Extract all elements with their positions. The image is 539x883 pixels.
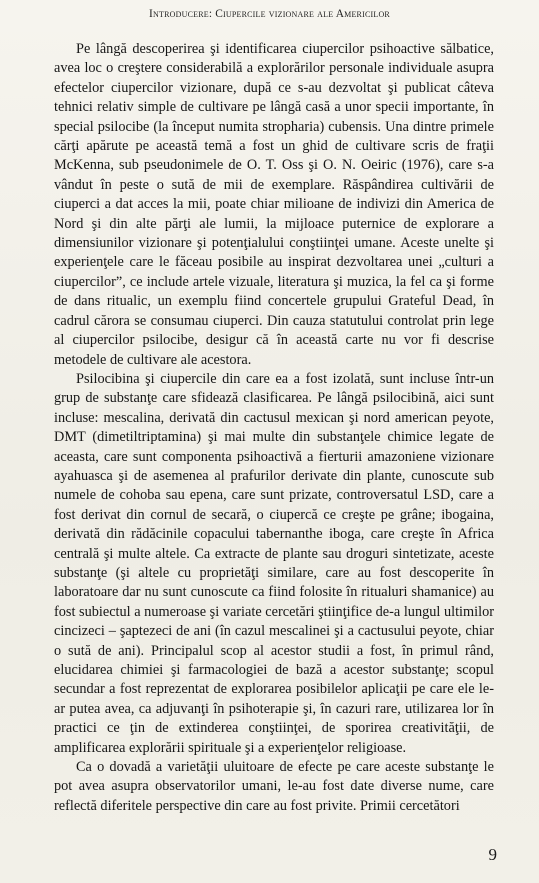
- body-text: [54, 40, 494, 816]
- paragraph-2: Psilocibina şi ciupercile din care ea a fost izolată, sunt incluse într-un grup de substanţe care sfidează clasificarea. Pe lângă psilocibină, aici sunt incluse: mescalina, derivată din cactusul mexican şi nord american peyote, DMT (dimetiltriptamina) şi mai multe din substanţele chimice legate de aceasta, care sunt componenta psihoactivă a fierturii amazoniene vizionare ayahuasca şi de asemenea al prafurilor derivate din plante, cunoscute sub numele de cohoba sau epena, care sunt prizate, controversatul LSD, care a fost derivat din cornul de secară, o ciupercă ce creşte pe grâne; ibogaina, derivată din rădăcinile copacului tabernanthe iboga, care creşte în Africa centrală şi multe altele. Ca extracte de plante sau droguri sintetizate, aceste substanţe (şi altele cu proprietăţi similare, care au fost descoperite în laboratoare dar nu sunt cunoscute ca fiind folosite în ritualuri shamanice) au fost subiectul a numeroase şi variate cercetări ştiinţifice de-a lungul ultimilor cincizeci – şaptezeci de ani (în cazul mescalinei şi a cactusului peyote, chiar o sută de ani). Principalul scop al acestor studii a fost, în primul rând, elucidarea chimiei şi farmacologiei de bază a acestor substanţe; scopul secundar a fost reprezentat de explorarea posibilelor aplicaţii pe care ele le-ar putea avea, ca adjuvanţi în psihoterapie şi, în cazuri rare, utilizarea lor în practici ce ţin de extinderea conştiinţei, de sporirea creativităţii, de amplificarea explorării spirituale şi a experienţelor religioase.: [54, 370, 494, 756]
- running-head: Introducere: Ciupercile vizionare ale Americilor: [149, 8, 390, 20]
- page-number: 9: [488, 845, 497, 864]
- paragraph-1: Pe lângă descoperirea şi identificarea ciupercilor psihoactive sălbatice, avea loc o creştere considerabilă a explorărilor personale individuale asupra efectelor ciupercilor vizionare, după ce s-au dezvoltat şi publicat câteva tehnici relativ simple de cultivare pe lângă casă a unor specii importante, în special psilocibe (la început numita stropharia) cubensis. Una dintre primele cărţi apărute pe această temă a fost un ghid de cultivare scris de fraţii McKenna, sub pseudonimele de O. T. Oss şi O. N. Oeiric (1976), care s-a vândut în peste o sută de mii de exemplare. Răspândirea cultivării de ciuperci a dat acces la mii, poate chiar milioane de indivizi din America de Nord şi din alte părţi ale lumii, la mijloace puternice de explorare a dimensiunilor vizionare şi potenţialului conştiinţei umane. Aceste unelte şi experienţele care le făceau posibile au inspirat dezvoltarea unei „culturi a ciupercilor”, ce include artele vizuale, literatura şi muzica, la fel ca şi forme de dans ritualic, un exemplu fiind concertele grupului Grateful Dead, în cadrul cărora se consumau ciuperci. Din cauza statutului controlat prin lege al ciupercilor psilocibe, desigur că în această carte nu vor fi descrise metodele de cultivare ale acestora.: [54, 41, 494, 368]
- paragraph-3: Ca o dovadă a varietăţii uluitoare de efecte pe care aceste substanţe le pot avea asupra observatorilor umani, le-au fost date diverse nume, care reflectă diferitele perspective din care au fost privite. Primii cercetători: [54, 759, 494, 814]
